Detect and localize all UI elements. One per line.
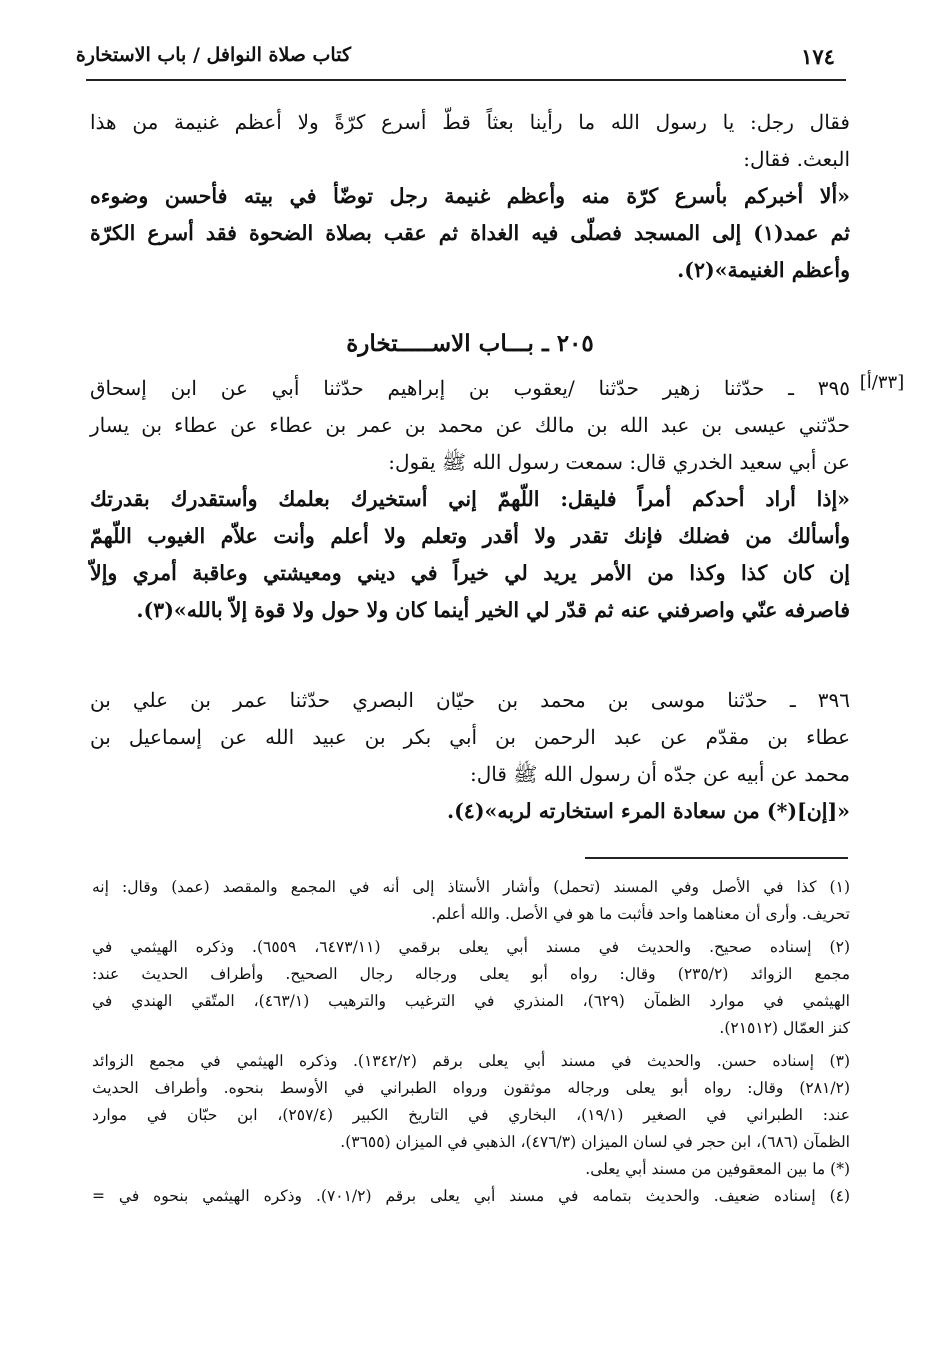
footnote-line: (٤) إسناده ضعيف. والحديث بتمامه في مسند أبي يعلى برقم (٧٠١/٢). وذكره الهيثمي بنحوه في = (92, 1187, 851, 1205)
hadith-text-line: «إذا أراد أحدكم أمراً فليقل: اللّهمّ إني أستخيرك بعلمك وأستقدرك بقدرتك (90, 487, 850, 511)
hadith-text-line: «ألا أخبركم بأسرع كرّة منه وأعظم غنيمة رجل توضّأ في بيته فأحسن وضوءه (90, 184, 850, 208)
running-header-title: كتاب صلاة النوافل / باب الاستخارة (75, 44, 351, 66)
manuscript-folio-reference: [٣٣/أ] (859, 372, 905, 393)
footnote (92, 874, 850, 928)
footnote (92, 934, 850, 1042)
isnad-line: حدّثني عيسى بن عبد الله بن مالك عن محمد بن عمر بن عطاء عن عطاء بن يسار (90, 413, 850, 437)
hadith-396 (90, 682, 850, 830)
footnotes (92, 874, 850, 1210)
isnad-line: عطاء بن مقدّم عن عبد الرحمن بن أبي بكر بن عبيد الله عن إسماعيل بن (90, 725, 850, 749)
hadith-text-line: وأسألك من فضلك فإنك تقدر ولا أقدر وتعلم ولا أعلم وأنت علاّم الغيوب اللّهمّ (90, 524, 850, 548)
isnad-line: ٣٩٥ ـ حدّثنا زهير حدّثنا /يعقوب بن إبراهيم حدّثنا أبي عن ابن إسحاق (90, 376, 850, 400)
hadith-text-line: وأعظم الغنيمة»(٢). (677, 258, 850, 282)
footnote-line: (*) ما بين المعقوفين من مسند أبي يعلى. (585, 1160, 850, 1178)
hadith-text-line: إن كان كذا وكذا من الأمر يريد لي خيراً في ديني ومعيشتي وعاقبة أمري وإلاّ (90, 561, 850, 585)
footnote-line: مجمع الزوائد (٢٣٥/٢) وقال: رواه أبو يعلى ورجاله رجال الصحيح. وأطراف الحديث عند: (92, 965, 850, 983)
footnote-line: (٢٨١/٢) وقال: رواه أبو يعلى ورجاله موثقون ورواه الطبراني في الأوسط بنحوه. وأطراف الحديث (92, 1079, 850, 1097)
footnote-line: الهيثمي في موارد الظمآن (٦٢٩)، المنذري في الترغيب والترهيب (٤٦٣/١)، المتّقي الهندي في (92, 992, 850, 1010)
hadith-395 (90, 370, 850, 629)
footnote-line: (١) كذا في الأصل وفي المسند (تحمل) وأشار الأستاذ إلى أنه في المجمع والمقصد (عمد) وقال: إنه (92, 878, 850, 896)
footnote (92, 1048, 850, 1156)
isnad-line: عن أبي سعيد الخدري قال: سمعت رسول الله ﷺ يقول: (388, 450, 850, 474)
footnote-line: الظمآن (٦٨٦)، ابن حجر في لسان الميزان (٤٧٦/٣)، الذهبي في الميزان (٣٦٥٥). (340, 1133, 850, 1151)
footnote-divider (585, 857, 848, 859)
footnote-line: (٣) إسناده حسن. والحديث في مسند أبي يعلى برقم (١٣٤٢/٢). وذكره الهيثمي في مجمع الزوائد (92, 1052, 850, 1070)
chapter-heading: ٢٠٥ ـ بـــاب الاســـــتخارة (346, 330, 594, 357)
footnote-line: عند: الطبراني في الصغير (١٩/١)، البخاري في التاريخ الكبير (٢٥٧/٤)، ابن حبّان في موارد (92, 1106, 851, 1124)
header-divider (86, 79, 846, 81)
isnad-line: ٣٩٦ ـ حدّثنا موسى بن محمد بن حيّان البصري حدّثنا عمر بن علي بن (90, 688, 850, 712)
hadith-text-line: فاصرفه عنّي واصرفني عنه ثم قدّر لي الخير أينما كان ولا حول ولا قوة إلاّ بالله»(٣). (136, 598, 850, 622)
footnote-line: (٢) إسناده صحيح. والحديث في مسند أبي يعلى برقمي (٦٤٧٣/١١، ٦٥٥٩). وذكره الهيثمي في (92, 938, 850, 956)
footnote (92, 1183, 850, 1210)
page-number: ١٧٤ (801, 44, 835, 69)
body-line: البعث. فقال: (743, 147, 850, 171)
body-line: فقال رجل: يا رسول الله ما رأينا بعثاً قطّ أسرع كرّةً ولا أعظم غنيمة من هذا (90, 110, 850, 134)
hadith-text-line: «[إن](*) من سعادة المرء استخارته لربه»(٤). (446, 799, 850, 823)
hadith-text-line: ثم عمد(١) إلى المسجد فصلّى فيه الغداة ثم عقب بصلاة الضحوة فقد أسرع الكرّة (90, 221, 850, 245)
isnad-line: محمد عن أبيه عن جدّه أن رسول الله ﷺ قال: (469, 762, 850, 786)
footnote-line: كنز العمّال (٢١٥١٢). (719, 1019, 850, 1037)
opening-passage (90, 104, 850, 289)
footnote-line: تحريف. وأرى أن معناهما واحد فأثبت ما هو في الأصل. والله أعلم. (431, 905, 850, 923)
footnote (92, 1156, 850, 1183)
